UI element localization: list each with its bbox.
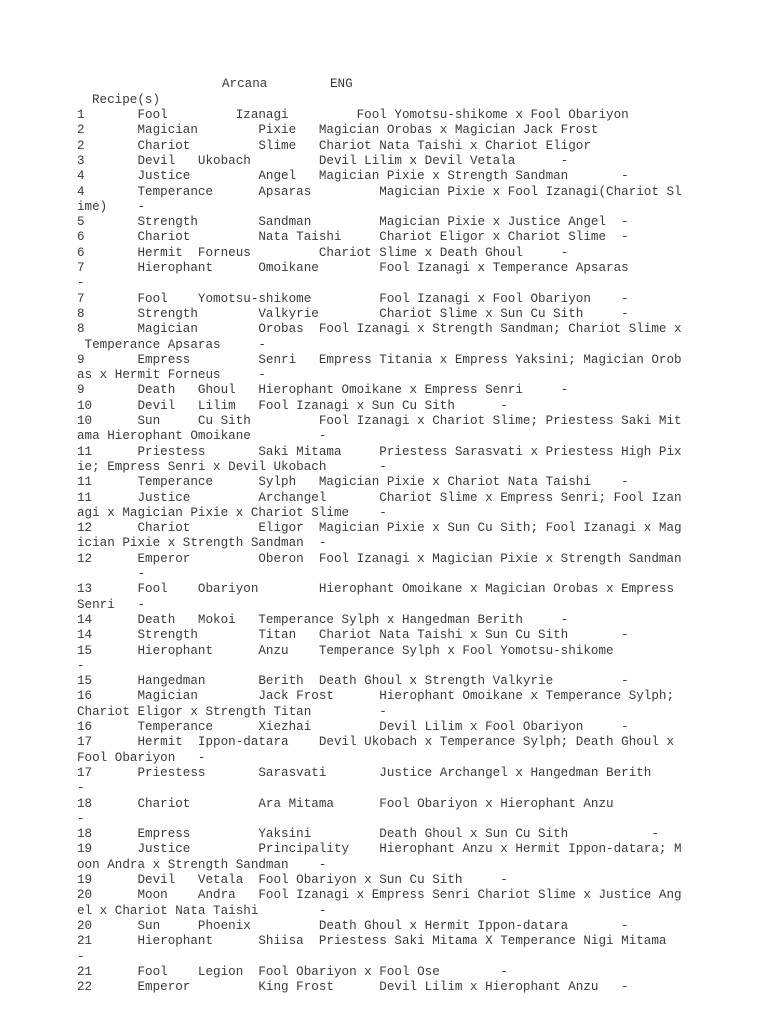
recipe-line: Temperance Apsaras -: [77, 337, 266, 352]
recipe-line: 10 Sun Cu Sith Fool Izanagi x Chariot Slime; Priestess Saki Mit: [77, 414, 682, 428]
recipe-line: Chariot Eligor x Strength Titan -: [77, 704, 387, 719]
recipe-line: el x Chariot Nata Taishi -: [77, 903, 327, 918]
recipe-line: ie; Empress Senri x Devil Ukobach -: [77, 459, 387, 474]
recipe-line: 21 Fool Legion Fool Obariyon x Fool Ose -: [77, 964, 508, 979]
recipe-line: 14 Death Mokoi Temperance Sylph x Hangedman Berith -: [77, 612, 569, 627]
recipe-line: 14 Strength Titan Chariot Nata Taishi x Sun Cu Sith -: [77, 628, 629, 643]
recipe-line: 3 Devil Ukobach Devil Lilim x Devil Vetala -: [77, 153, 569, 168]
header-recipes: Recipe(s): [92, 93, 161, 107]
recipe-line: -: [77, 811, 85, 826]
recipe-line: oon Andra x Strength Sandman -: [77, 857, 327, 872]
recipe-line: 11 Justice Archangel Chariot Slime x Empress Senri; Fool Izan: [77, 490, 682, 505]
recipe-line: 17 Hermit Ippon-datara Devil Ukobach x Temperance Sylph; Death Ghoul x: [77, 735, 675, 750]
recipe-line: 18 Empress Yaksini Death Ghoul x Sun Cu Sith -: [77, 827, 659, 842]
recipe-line: 8 Magician Orobas Fool Izanagi x Strength Sandman; Chariot Slime x: [77, 322, 682, 337]
header-eng: ENG: [330, 77, 353, 91]
recipe-line: 16 Magician Jack Frost Hierophant Omoikane x Temperance Sylph;: [77, 689, 675, 704]
recipe-line: 2 Chariot Slime Chariot Nata Taishi x Chariot Eligor: [77, 138, 591, 153]
recipe-line: 10 Devil Lilim Fool Izanagi x Sun Cu Sith -: [77, 398, 508, 413]
recipe-line: ician Pixie x Strength Sandman -: [77, 536, 327, 551]
recipe-line: 11 Temperance Sylph Magician Pixie x Chariot Nata Taishi -: [77, 475, 629, 490]
recipe-line: 9 Empress Senri Empress Titania x Empress Yaksini; Magician Orob: [77, 352, 682, 367]
recipe-line: as x Hermit Forneus -: [77, 368, 266, 383]
recipe-line: 15 Hangedman Berith Death Ghoul x Strength Valkyrie -: [77, 674, 629, 689]
recipe-line: 8 Strength Valkyrie Chariot Slime x Sun Cu Sith -: [77, 306, 629, 321]
recipe-line: 7 Fool Yomotsu-shikome Fool Izanagi x Fool Obariyon -: [77, 291, 629, 306]
recipe-line: 17 Priestess Sarasvati Justice Archangel x Hangedman Berith: [77, 765, 652, 780]
recipe-line: -: [77, 658, 85, 673]
recipe-line: agi x Magician Pixie x Chariot Slime -: [77, 505, 387, 520]
recipe-line: 16 Temperance Xiezhai Devil Lilim x Fool Obariyon -: [77, 720, 629, 734]
recipe-line: 4 Temperance Apsaras Magician Pixie x Fool Izanagi(Chariot Sl: [77, 184, 682, 199]
recipe-line: 6 Chariot Nata Taishi Chariot Eligor x Chariot Slime -: [77, 230, 629, 245]
recipe-line: -: [77, 567, 146, 581]
recipe-line: 1 Fool Izanagi Fool Yomotsu-shikome x Fool Obariyon: [77, 108, 629, 122]
recipe-line: -: [77, 276, 85, 291]
recipe-line: 20 Moon Andra Fool Izanagi x Empress Senri Chariot Slime x Justice Ang: [77, 888, 682, 903]
recipe-line: 9 Death Ghoul Hierophant Omoikane x Empress Senri -: [77, 383, 569, 398]
recipe-line: ama Hierophant Omoikane -: [77, 429, 327, 444]
recipe-line: 7 Hierophant Omoikane Fool Izanagi x Temperance Apsaras: [77, 261, 629, 275]
recipe-line: 5 Strength Sandman Magician Pixie x Justice Angel -: [77, 215, 629, 230]
recipe-line: 18 Chariot Ara Mitama Fool Obariyon x Hierophant Anzu: [77, 796, 614, 811]
recipe-line: 20 Sun Phoenix Death Ghoul x Hermit Ippon-datara -: [77, 918, 629, 933]
recipe-line: 21 Hierophant Shiisa Priestess Saki Mitama X Temperance Nigi Mitama: [77, 934, 667, 949]
recipe-line: 12 Chariot Eligor Magician Pixie x Sun Cu Sith; Fool Izanagi x Mag: [77, 521, 682, 536]
recipe-line: 19 Justice Principality Hierophant Anzu x Hermit Ippon-datara; M: [77, 842, 682, 857]
recipe-line: Senri -: [77, 597, 146, 612]
recipe-line: 22 Emperor King Frost Devil Lilim x Hierophant Anzu -: [77, 980, 629, 995]
recipe-line: 4 Justice Angel Magician Pixie x Strength Sandman -: [77, 169, 629, 184]
recipe-line: -: [77, 781, 85, 796]
recipe-line: 12 Emperor Oberon Fool Izanagi x Magician Pixie x Strength Sandman: [77, 551, 682, 566]
recipe-line: 13 Fool Obariyon Hierophant Omoikane x Magician Orobas x Empress: [77, 582, 675, 597]
recipe-line: 6 Hermit Forneus Chariot Slime x Death Ghoul -: [77, 245, 569, 260]
recipe-line: -: [77, 949, 85, 964]
recipe-line: 11 Priestess Saki Mitama Priestess Sarasvati x Priestess High Pix: [77, 444, 682, 459]
recipe-line: 19 Devil Vetala Fool Obariyon x Sun Cu Sith -: [77, 873, 508, 887]
recipe-line: 15 Hierophant Anzu Temperance Sylph x Fool Yomotsu-shikome: [77, 643, 614, 658]
recipe-line: Fool Obariyon -: [77, 750, 206, 765]
header-arcana: Arcana: [222, 77, 268, 91]
recipe-line: 2 Magician Pixie Magician Orobas x Magician Jack Frost: [77, 123, 599, 138]
recipe-line: ime) -: [77, 199, 146, 214]
